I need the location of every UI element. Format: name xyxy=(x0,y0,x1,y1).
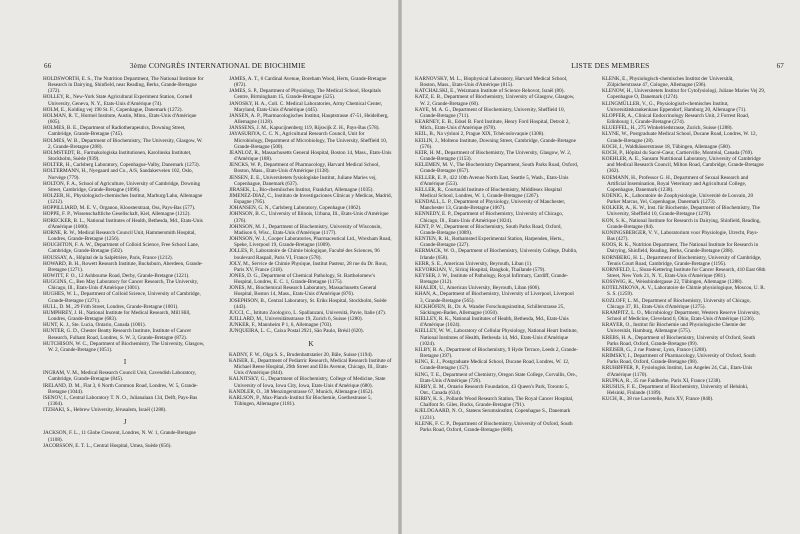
member-entry: KOCH, J., Waldhäuserstrasse 18, Tübingen, Allemagne (580). xyxy=(602,143,732,150)
member-entry: KONINGSBERGER, V. V., Laboratorium voor Physiologie, Utrecht, Pays-Bas (427). xyxy=(602,229,759,243)
member-list xyxy=(229,352,393,407)
member-entry: HOPPE, F. P., Wissenschaftliche Gesellschaft, Kiel, Allemagne (1212). xyxy=(43,211,191,218)
member-list xyxy=(43,76,207,353)
member-entry: KOENIG, K., Laboratoire de Zoophysiologie, Université de Louvain, 20 Parker Marcus, Yel, Copenhague, Danemark (1273). xyxy=(602,192,754,206)
member-entry: JOHANSEN, G. N., Carlsberg Laboratory, Copenhague (1062). xyxy=(229,205,362,212)
member-entry: KOCH, P., Hôpital du Sacré-Cœur, Cartierville, Montréal, Canada (769). xyxy=(602,149,754,156)
member-entry: JEANLOZ, R., Massachusetts General Hospital, Boston 14, Mass., Etats-Unis d'Amérique (188). xyxy=(229,149,392,163)
member-entry: INGRAM, V. M., Medical Research Council Unit, Cavendish Laboratory, Cambridge, Grande-Bretagne (845). xyxy=(43,370,197,383)
member-entry: JIMENEZ-DIAZ, C., Instituto de Investigaciones Clinicas y Medicas, Madrid, Espagne (785). xyxy=(229,192,392,206)
left-header-title: 3ème CONGRÈS INTERNATIONAL DE BIOCHIMIE xyxy=(129,61,306,70)
member-entry: HOLMES, B. E., Department of Radiotherapeutics, Downing Street, Cambridge, Grande-Bretagne (745). xyxy=(43,125,186,138)
member-entry: JENCKS, W. P., Department of Pharmacology, Harvard Medical School, Boston, Mass., Etats-Unis d'Amérique (1138). xyxy=(229,162,380,175)
member-entry: KLOPFER, A., Clinical Endocrinology Research Unit, 2 Forrest Road, Edinbourg 1, Grande-Bretagne (274). xyxy=(602,112,750,126)
member-entry: JANSSENS, J. M., Kapucijnenberg 119, Rijswijk Z. H., Pays-Bas (578). xyxy=(229,125,380,132)
member-entry: KICKHÖFEN, B., Dr. A. Wander Forschungsinstitut, Schillerstrasse 25, Säckingen-Baden, Allemagne (1050). xyxy=(415,303,565,316)
member-entry: KHALIDI, U., American University, Beyrouth, Liban (606). xyxy=(415,285,541,292)
member-entry: KATZ, E. B., Department of Biochemistry, University of Glasgow, Glasgow, W. 2, Grande-Bretagne (60). xyxy=(415,94,575,107)
member-entry: HUMPHREY, J. H., National Institute for Medical Research, Mill Hill, Londres, Grande-Bretagne (683). xyxy=(43,309,191,323)
member-entry: KUCH, R., 38 rue Lacretelle, Paris XV, France (840). xyxy=(602,396,714,403)
member-entry: KEVORKIAN, V., Siriraj Hospital, Bangkok, Thaïlande (579). xyxy=(415,266,546,273)
section-letter: K xyxy=(308,339,314,348)
member-entry: KOZLOFF, L. M., Department of Biochemistry, University of Chicago, Chicago 37, Ill., Etats-Unis d'Amérique (1275). xyxy=(602,297,751,310)
member-list xyxy=(602,76,766,402)
member-entry: KON, S. K., National Institute for Research in Dairying, Shinfield, Reading, Grande-Bretagne (84). xyxy=(602,217,761,230)
member-entry: KHAN, A., Department of Biochemistry, University of Liverpool, Liverpool 3, Grande-Bretagne (565). xyxy=(415,291,574,304)
member-entry: KRAYER, O., Institut für Biochemie und Physiologische Chemie der Universität, Hamburg, Allemagne (575). xyxy=(602,322,747,335)
member-entry: JACOBSSON, E. T. L., Central Hospital, Umea, Suède (656). xyxy=(43,442,172,449)
left-column-2 xyxy=(229,76,393,407)
member-entry: HUGHES, W. L., Department of Colloid Science, University of Cambridge, Grande-Bretagne (1271). xyxy=(43,291,201,304)
member-entry: KING, E. J., Postgraduate Medical School, Ducane Road, Londres, W. 12, Grande-Bretagne (157). xyxy=(415,359,570,372)
member-entry: HOLTON, F. A., School of Agriculture, University of Cambridge, Downing Street, Cambridge, Grande-Bretagne (1096). xyxy=(43,180,201,193)
member-entry: KELLER, E. P., 422 10th Avenue North East, Seattle 5, Wash., Etats-Unis d'Amérique (553). xyxy=(415,174,569,187)
member-entry: KALNITSKY, G., Department of Biochemistry, College of Medicine, State University of Iowa, Iowa City, Iowa, Etats-Unis d'Amérique (680). xyxy=(229,376,386,389)
member-entry: KERMACK, W. O., Department of Biochemistry, University College, Dublin, Irlande (658). xyxy=(415,248,578,261)
member-entry: KIRBY, E. M., Ontario Research Foundation, 43 Queen's Park, Toronto 5, Ont., Canada (634). xyxy=(415,383,569,396)
member-entry: KRUPKA, R., 35 rue Faidherbe, Paris XI, France (1238). xyxy=(602,377,722,384)
member-entry: KOOS, R. K., Nutrition Department, The National Institute for Research in Dairying, Shinfield, Reading, Berks, Grande-Bretagne (288). xyxy=(602,242,759,255)
member-entry: KARLSON, P., Max-Planck-Institut für Biochemie, Goethestrasse 5, Tübingen, Allemagne (1181). xyxy=(229,394,372,407)
member-entry: KIRBY, K. S., Pollards Wood Research Station, The Royal Cancer Hospital, Chalfont St. Giles, Bucks, Grande-Bretagne (791). xyxy=(415,396,574,409)
member-list xyxy=(43,370,207,413)
member-entry: KATCHALSKI, E., Weizmann Institute of Science Rehovot, Israël (80). xyxy=(415,88,565,95)
member-entry: KELLER, R., Courtauld Institute of Biochemistry, Middlesex Hospital Medical School, Londres, W. 1, Grande-Bretagne (1267). xyxy=(415,186,562,199)
member-entry: JANOSKY, H. A., Coll. C. Medical Laboratories, Army Chemical Center, Maryland, Etats-Unis d'Amérique (445). xyxy=(229,100,383,113)
right-page-header xyxy=(444,61,784,70)
right-page xyxy=(400,0,800,534)
left-column-1 xyxy=(43,76,207,449)
member-entry: JUCCI, C., Istituto Zoologico, L. Spallanzani, Università, Pavie, Italie (47). xyxy=(229,309,387,316)
member-entry: HOLMAN, R. T., Hormel Institute, Austin, Minn., Etats-Unis d'Amérique (605). xyxy=(43,112,197,126)
member-entry: KLENK, E., Physiologisch-chemisches Institut der Universität, Zülpicherstrasse 47, Cologne, Allemagne (596). xyxy=(602,76,734,89)
member-entry: KARNOVSKY, M. L., Biophysical Laboratory, Harvard Medical School, Boston, Mass., Etats-Unis d'Amérique (815). xyxy=(415,76,568,89)
member-entry: KELEMEN, M. V., The Biochemistry Department, South Parks Road, Oxford, Grande-Bretagne (657). xyxy=(415,162,579,175)
member-entry: HUGGINS, C., Ben May Laboratory for Cancer Research, The University, Chicago, Ill., Etats-Unis d'Amérique (1001). xyxy=(43,279,199,292)
member-entry: JOLY, M., Service de Chimie Physique, Institut Pasteur, 28 rue du Dr. Roux, Paris XV, France (318). xyxy=(229,260,388,273)
member-entry: KIELLEY, W. W., Laboratory of Cellular Physiology, National Heart Institute, National Institutes of Health, Bethesda 14, Md., Etats-Unis d'Amérique (1024). xyxy=(415,328,578,347)
member-entry: KLENK, F. C. P., Department of Biochemistry, University of Oxford, South Parks Road, Oxford, Grande-Bretagne (680). xyxy=(415,420,573,433)
member-entry: KEARNEY, E. B., Edsel B. Ford Institute, Henry Ford Hospital, Detroit 2, Mich., Etats-Unis d'Amérique (678). xyxy=(415,119,570,132)
member-entry: JIRASEK, L., Bio-chemiisches Institut, Frankfurt, Allemagne (1035). xyxy=(229,186,374,193)
left-page-number: 66 xyxy=(44,62,52,70)
member-entry: HOUGHTON, F. A. W., Department of Colloid Science, Free School Lane, Cambridge, Grande-Bretagne (502). xyxy=(43,242,200,255)
member-entry: KRUSIUS, F. E., Department of Biochemistry, University of Helsinki, Helsinki, Finlande (1189). xyxy=(602,383,749,396)
member-entry: HOLTERMANN, H., Nyegaard and Co., A/S, Sandakerveien 102, Oslo, Norvège (779). xyxy=(43,168,193,181)
member-entry: KLYNE, W., Postgraduate Medical School, Ducane Road, Londres, W. 12, Grande-Bretagne (28). xyxy=(602,131,757,144)
member-list xyxy=(229,76,393,335)
member-entry: HUNTER, G. D., Chester Beatty Research Institute, Institute of Cancer Research, Fulham Road, Londres, S. W. 3, Grande-Bretagne (872). xyxy=(43,328,192,341)
member-entry: JANSEN, A. P., Pharmacologisches Institut, Hauptstrasse 47-51, Heidelberg, Allemagne (1128). xyxy=(229,112,389,126)
member-entry: JUNKER, F., Mannheim P 1, 6, Allemagne (703). xyxy=(229,322,333,329)
member-entry: HULL, D. M., 29 Frith Street, Londres, Grande-Bretagne (1001). xyxy=(43,303,179,310)
member-entry: KLINGMÜLLER, V., G., Physiologisch-chemisches Institut, Universitätskrankenhaus Eppendorf, Hamburg 20, Allemagne (71). xyxy=(602,100,747,113)
member-entry: KJELDGAARD, N. O., Statens Serumsinstitut, Copenhague S., Danemark (1231). xyxy=(415,408,571,421)
member-entry: HOLTER, H., Carlsberg Laboratory, Copenhague-Valby, Danemark (1273). xyxy=(43,162,200,169)
member-entry: HOLZER, H., Physiologisch-chemisches Institut, Marburg/Lahn, Allemagne (1212). xyxy=(43,192,203,206)
member-entry: KENNEDY, E. P., Department of Biochemistry, University of Chicago, Chicago, Ill., Etats-Unis d'Amérique (1024). xyxy=(415,211,563,224)
member-entry: KRUHØFFER, P., Fysiologisk Institut, Los Angeles 24, Cal., Etats-Unis d'Amérique (1170). xyxy=(602,365,753,378)
member-entry: KENDALL, L. P., Department of Physiology, University of Manchester, Manchester 13, Grande-Bretagne (1067). xyxy=(415,199,566,212)
member-entry: KOSSWIG, K., Weissbindergasse 22, Tübingen, Allemagne (1288). xyxy=(602,279,743,286)
right-column-1 xyxy=(415,76,579,433)
member-entry: KAISER, E., Department of Pediatric Research, Medical Research Institute of Michael Reese Hospital, 29th Street and Ellis Avenue, Chicago, Ill., Etats-Unis d'Amérique (844). xyxy=(229,357,392,377)
member-entry: JOSEPHSON, B., Central Laboratory, St. Eriks Hospital, Stockholm, Suède (443). xyxy=(229,297,387,310)
member-entry: KORNBERG, H. L., Department of Biochemistry, University of Cambridge, Tennis Court Road, Cambridge, Grande-Bretagne (1195). xyxy=(602,254,762,267)
member-entry: JAMES, A. T., 6 Cardinal Avenue, Boreham Wood, Herts, Grande-Bretagne (872). xyxy=(229,76,387,89)
member-entry: HUNT, K. J., Ste. Lucia, Ontario, Canada (1001). xyxy=(43,322,146,329)
member-entry: HOLMSTEDT, B., Farmakologiska Institutionen, Karolinska Institutet, Stockholm, Suède (939). xyxy=(43,149,192,163)
section-letter: I xyxy=(123,358,127,367)
member-entry: JOHNSON, B. C., University of Illinois, Urbana, Ill., Etats-Unis d'Amérique (376). xyxy=(229,211,389,224)
member-entry: KIELLEY, R. K., National Institutes of Health, Bethesda, Md., Etats-Unis d'Amérique (1024). xyxy=(415,316,569,329)
member-entry: JUNQUEIRA, L. C., Caixa Postal 2921, São Paulo, Brésil (620). xyxy=(229,328,364,335)
member-entry: KENT, P. W., Department of Biochemistry, South Parks Road, Oxford, Grande-Bretagne (1089). xyxy=(415,223,562,236)
member-entry: ISENOV, I., Central Laboratory T. N. O., Julianalaan 134, Delft, Pays-Bas (1304). xyxy=(43,394,198,407)
member-entry: HOWARD, B. H., Rowett Research Institute, Bucksburn, Aberdeen, Grande-Bretagne (1271). xyxy=(43,260,203,273)
member-entry: JUILLARD, M., Universitätsstrasse 19, Zurich 6, Suisse (1280). xyxy=(229,316,363,323)
member-entry: JAMES, S. P., Department of Physiology, The Medical School, Hospitals Centre, Birmingham 15, Grande-Bretagne (525). xyxy=(229,88,381,101)
member-entry: KING, T. E., Department of Chemistry, Oregon State College, Corvallis, Ore., Etats-Unis d'Amérique (726). xyxy=(415,371,578,384)
member-entry: HUTCHISON, W. C., Department of Biochemistry, The University, Glasgow, W. 2, Grande-Bretagne (1051). xyxy=(43,340,205,353)
member-entry: JOHNSON, W. J., Cooper Laboratories, Pharmaceutical Ltd., Wrexham Road, Speke, Liverpool 19, Grande-Bretagne (1009). xyxy=(229,236,392,249)
member-entry: JONES, M., Biochemical Research Laboratory, Massachusetts General Hospital, Boston 14, Mass., Etats-Unis d'Amérique (876). xyxy=(229,285,377,298)
right-column-2 xyxy=(602,76,766,402)
member-entry: KILBY, B. A., Department of Biochemistry, 9 Hyde Terrace, Leeds 2, Grande-Bretagne (397). xyxy=(415,346,579,360)
member-entry: KADNY, F. W., Olga S. S., Brudenbattstatier 20, Bâle, Suisse (1194). xyxy=(229,351,373,358)
member-entry: KREISER, G., 2 rue Pasteur, Lyon, France (1288). xyxy=(602,346,708,353)
member-entry: HORNE, R. W., Medical Research Council Unit, Hammersmith Hospital, Londres, Grande-Bretagne (1256). xyxy=(43,229,196,243)
member-entry: JACKSON, F. L., 11 Globe Crescent, Londres, N. W. 1, Grande-Bretagne (1108). xyxy=(43,430,196,443)
member-entry: KOLKER, A., K. W., Inst. für Biochemie, Department of Biochemistry, The University, Sheffield 10, Grande-Bretagne (1270). xyxy=(602,205,760,218)
section-letter: J xyxy=(123,418,127,427)
member-entry: KOEMANN, H., Professor G. H., Department of Sexual Research and Artificial Insemination, Royal Veterinary and Agricultural College, Copenhague, Danemark (1238). xyxy=(602,174,749,193)
member-entry: KORNFELD, L., Sloan-Kettering Institute for Cancer Research, 410 East 68th Street, New York 21, N. Y., Etats-Unis d'Amérique (981). xyxy=(602,266,766,279)
member-entry: KEYSER, J. W., Institute of Pathology, Royal Infirmary, Cardiff, Grande-Bretagne (312). xyxy=(415,273,569,286)
left-page-header xyxy=(44,61,384,70)
member-entry: JENSEN, E. E., Universitetets fysiologiske Institut, Juliane Maries vej, Copenhague, Danemark (637). xyxy=(229,174,377,187)
member-entry: HORECKER, B. L., National Institutes of Health, Bethesda, Md., Etats-Unis d'Amérique (1000). xyxy=(43,217,203,230)
member-entry: JOHNSON, M. J., Department of Biochemistry, University of Wisconsin, Madison 6, Wisc., Etats-Unis d'Amérique (1177). xyxy=(229,223,382,236)
member-entry: JONES, D. G., Department of Chemical Pathology, St. Bartholomew's Hospital, Londres, E. C. 1, Grande-Bretagne (1175). xyxy=(229,273,376,286)
member-entry: IRELAND, D. M., Flat 3, 6 North Common Road, Londres, W. 5, Grande-Bretagne (1044). xyxy=(43,382,198,395)
member-entry: HOUSSAY, A., Hôpital de la Salpêtrière, Paris, France (1212). xyxy=(43,254,173,261)
member-entry: KEILIN, J., Molteno Institute, Downing Street, Cambridge, Grande-Bretagne (576). xyxy=(415,137,576,150)
member-entry: KLUEFFEL, H., 275 Winkelriedstrasse, Zurich, Suisse (1288). xyxy=(602,125,733,132)
member-entry: HOWITT, F. O., 12 Ashbourne Road, Derby, Grande-Bretagne (1221). xyxy=(43,273,190,279)
member-entry: KRIMSKY, I., Department of Pharmacology, University of Oxford, South Parks Road, Oxford, Grande-Bretagne (98). xyxy=(602,353,756,366)
member-entry: KREBS, H. A., Department of Biochemistry, University of Oxford, South Parks Road, Oxford, Grande-Bretagne (99). xyxy=(602,334,756,347)
member-entry: KLENOW, H., Universitetets Institut for Cytofysiologi, Juliane Maries Vej 29, Copenhague O, Danemark (1274). xyxy=(602,88,766,101)
member-entry: JOLLES, P., Laboratoire de Chimie biologique, Faculté des Sciences, 96 boulevard Raspail, Paris VI, France (578). xyxy=(229,248,380,261)
member-entry: HOPPILLIARD, M. E. V., Organon, Kloosterstraat, Oss, Pays-Bas (577). xyxy=(43,205,196,212)
member-entry: KENTEN, R. H., Rothamsted Experimental Station, Harpenden, Herts., Grande-Bretagne (327). xyxy=(415,236,564,249)
member-entry: KOEHLER, A. E., Sansum Nutritional Laboratory, University of Cambridge and Medical Research Council, Milton Road, Cambridge, Grande-Bretagne (362). xyxy=(602,156,764,175)
member-entry: KERR, S. E., American University, Beyrouth, Liban (1). xyxy=(415,260,533,267)
member-entry: KAYE, M. A. G., Department of Biochemistry, University, Sheffield 10, Grande-Bretagne (711). xyxy=(415,106,565,119)
member-entry: JAYASURIYA, C. C. N., Agricultural Research Council, Unit for Microbiology, Department of Microbiology, The University, Sheffield 10, Grande-Bretagne (500). xyxy=(229,131,388,150)
member-entry: KEIL, B., Na výsluní 2, Prague XIX, Tchécoslovaquie (1308). xyxy=(415,131,545,138)
member-entry: ITZHAKI, S., Hebrew University, Jérusalem, Israël (1288). xyxy=(43,407,167,414)
member-entry: KEIR, H. M., Department of Biochemistry, The University, Glasgow, W. 2, Grande-Bretagne (1153). xyxy=(415,149,572,163)
member-entry: HOLM, E., Kolding vej 190 St. F., Copenhague, Danemark (1272). xyxy=(43,106,183,113)
right-header-title: LISTE DES MEMBRES xyxy=(571,61,650,70)
member-list xyxy=(43,430,207,448)
member-list xyxy=(415,76,579,433)
member-entry: HOLDSWORTH, E. S., The Nutrition Department, The National Institute for Research in Dairying, Shinfield, near Reading, Berks, Grande-Bretagne (372). xyxy=(43,76,204,95)
member-entry: KOTELNIKOVA, A. V., Laboratoire de Chimie physiologique, Moscou, U. R. S. S. (1259). xyxy=(602,285,765,298)
member-entry: HOLLEY, R., New-York State Agricultural Experiment Station, Cornell University, Geneva, N. Y., Etats-Unis d'Amérique (74). xyxy=(43,94,193,107)
right-page-number: 67 xyxy=(776,62,784,70)
member-entry: KRAMPITZ, L. O., Microbiology Department, Western Reserve University, School of Medicine, Cleveland 6, Ohio, Etats-Unis d'Amérique (1236). xyxy=(602,309,761,323)
member-entry: HOLMES, W. B., Department of Biochemistry, The University, Glasgow, W. 2, Grande-Bretagne (208). xyxy=(43,137,203,150)
member-entry: KANDLER, O., 38 Menzingerstrasse 67, Munich, Allemagne (1052). xyxy=(229,388,374,395)
